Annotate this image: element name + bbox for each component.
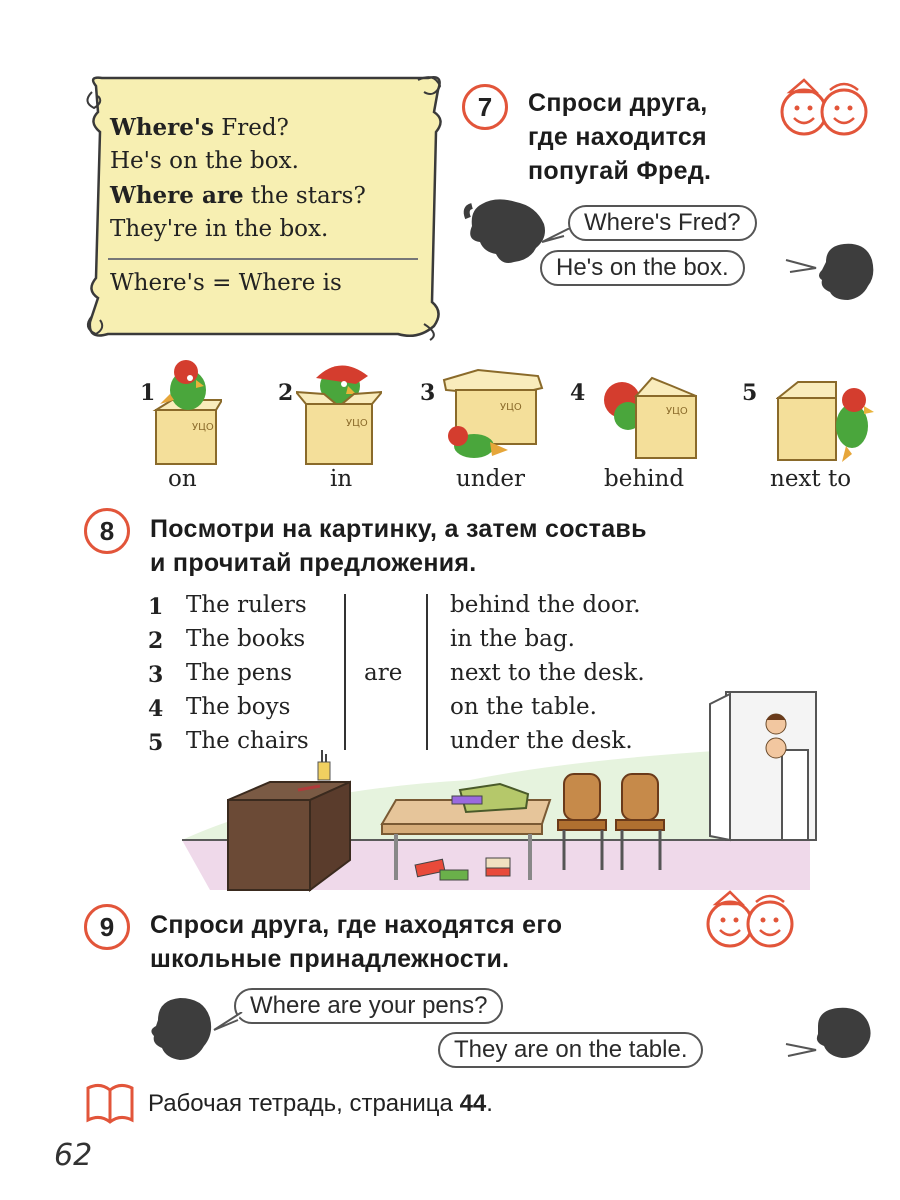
parrot-in-box-icon bbox=[296, 360, 382, 466]
parrot-behind-box-icon bbox=[596, 370, 702, 466]
girl-silhouette-icon bbox=[462, 196, 552, 266]
preposition-number-2: 2 bbox=[278, 380, 294, 406]
rule-line-3: Where are the stars? bbox=[110, 182, 366, 209]
bubble-tail-icon bbox=[212, 1012, 246, 1032]
parrot-under-box-icon bbox=[438, 366, 548, 466]
place-2: in the bag. bbox=[450, 626, 575, 652]
preposition-label-behind: behind bbox=[604, 466, 685, 492]
preposition-number-1: 1 bbox=[140, 380, 156, 406]
exercise-7-task: Спроси друга, где находится попугай Фред. bbox=[528, 89, 712, 185]
place-4: on the table. bbox=[450, 694, 597, 720]
preposition-label-under: under bbox=[456, 466, 525, 492]
exercise-7-answer-bubble: He's on the box. bbox=[540, 250, 745, 286]
preposition-number-3: 3 bbox=[420, 380, 436, 406]
rule-line-1: Where's Fred? bbox=[110, 114, 289, 141]
row-number-3: 3 bbox=[148, 662, 164, 688]
svg-text:УЦО: УЦО bbox=[346, 418, 368, 429]
row-number-2: 2 bbox=[148, 628, 164, 654]
svg-text:УЦО: УЦО bbox=[500, 402, 522, 413]
subject-2: The books bbox=[186, 626, 306, 652]
girl-silhouette-icon bbox=[812, 1004, 876, 1060]
verb-are: are bbox=[364, 660, 403, 686]
exercise-7-number: 7 bbox=[462, 84, 508, 130]
exercise-9-answer-bubble: They are on the table. bbox=[438, 1032, 703, 1068]
page-number: 62 bbox=[54, 1138, 93, 1173]
rule-line-4: They're in the box. bbox=[110, 216, 329, 242]
preposition-label-in: in bbox=[330, 466, 353, 492]
preposition-label-next-to: next to bbox=[770, 466, 852, 492]
subject-1: The rulers bbox=[186, 592, 307, 618]
pair-work-faces-icon bbox=[776, 78, 872, 140]
exercise-9-number: 9 bbox=[84, 904, 130, 950]
row-number-1: 1 bbox=[148, 594, 164, 620]
svg-text:УЦО: УЦО bbox=[192, 422, 214, 433]
exercise-8-number: 8 bbox=[84, 508, 130, 554]
classroom-illustration bbox=[170, 690, 860, 900]
pair-work-faces-icon bbox=[702, 890, 798, 952]
workbook-reference: Рабочая тетрадь, страница 44. bbox=[148, 1090, 493, 1117]
exercise-9-question-bubble: Where are your pens? bbox=[234, 988, 503, 1024]
preposition-number-4: 4 bbox=[570, 380, 586, 406]
preposition-number-5: 5 bbox=[742, 380, 758, 406]
place-3: next to the desk. bbox=[450, 660, 645, 686]
rule-line-2: He's on the box. bbox=[110, 148, 299, 174]
parrot-on-box-icon bbox=[150, 360, 222, 466]
place-5: under the desk. bbox=[450, 728, 633, 754]
row-number-5: 5 bbox=[148, 730, 164, 756]
subject-4: The boys bbox=[186, 694, 291, 720]
exercise-8-task: Посмотри на картинку, а затем составь и прочитай предложения. bbox=[150, 515, 647, 577]
rule-equation: Where's = Where is bbox=[110, 270, 342, 296]
boy-silhouette-icon bbox=[812, 240, 878, 302]
workbook-book-icon bbox=[84, 1082, 136, 1126]
grammar-rule-scroll bbox=[78, 72, 450, 344]
subject-3: The pens bbox=[186, 660, 293, 686]
exercise-7-question-bubble: Where's Fred? bbox=[568, 205, 757, 241]
place-1: behind the door. bbox=[450, 592, 641, 618]
boy-silhouette-icon bbox=[146, 994, 218, 1064]
svg-text:УЦО: УЦО bbox=[666, 406, 688, 417]
subject-5: The chairs bbox=[186, 728, 309, 754]
parrot-next-to-box-icon bbox=[776, 372, 880, 464]
rule-divider bbox=[108, 258, 418, 260]
row-number-4: 4 bbox=[148, 696, 164, 722]
preposition-label-on: on bbox=[168, 466, 197, 492]
bubble-tail-icon bbox=[540, 228, 574, 244]
exercise-9-task: Спроси друга, где находятся его школьные принадлежности. bbox=[150, 911, 563, 973]
